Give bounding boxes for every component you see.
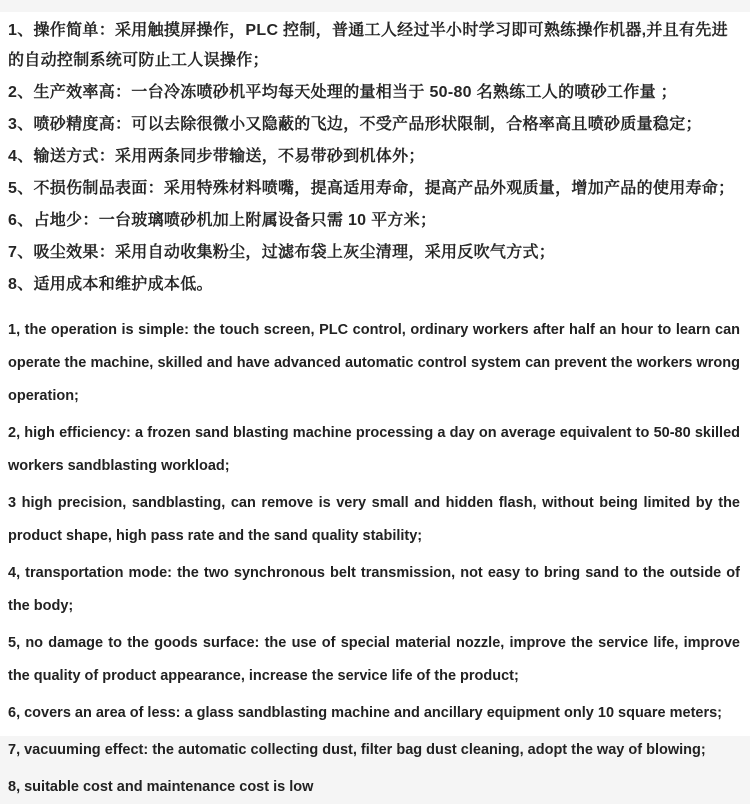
cn-feature-8: 8、适用成本和维护成本低。 <box>8 276 213 293</box>
content-area <box>0 12 750 795</box>
english-feature-list <box>8 314 740 804</box>
en-feature-5: 5, no damage to the goods surface: the use of special material nozzle, improve the service life, improve the quality of product appearance, increase the service life of the product; <box>8 635 740 684</box>
en-feature-3: 3 high precision, sandblasting, can remove is very small and hidden flash, without being limited by the product shape, high pass rate and the sand quality stability; <box>8 495 740 544</box>
cn-feature-5: 5、不损伤制品表面：采用特殊材料喷嘴，提高适用寿命，提高产品外观质量，增加产品的使用寿命； <box>8 180 735 197</box>
en-feature-4: 4, transportation mode: the two synchronous belt transmission, not easy to bring sand to the outside of the body; <box>8 565 740 614</box>
en-feature-7: 7, vacuuming effect: the automatic collecting dust, filter bag dust cleaning, adopt the way of blowing; <box>8 742 706 758</box>
cn-feature-4: 4、输送方式：采用两条同步带输送，不易带砂到机体外； <box>8 148 425 165</box>
en-feature-8: 8, suitable cost and maintenance cost is low <box>8 779 314 795</box>
cn-feature-2: 2、生产效率高：一台冷冻喷砂机平均每天处理的量相当于 50-80 名熟练工人的喷砂工作量 ； <box>8 84 677 101</box>
en-feature-2: 2, high efficiency: a frozen sand blasting machine processing a day on average equivalent to 50-80 skilled workers sandblasting workload; <box>8 425 740 474</box>
chinese-feature-list <box>8 16 740 300</box>
cn-feature-7: 7、吸尘效果：采用自动收集粉尘，过滤布袋上灰尘清理，采用反吹气方式； <box>8 244 556 261</box>
en-feature-1: 1, the operation is simple: the touch screen, PLC control, ordinary workers after half an hour to learn can operate the machine, skilled and have advanced automatic control system can prevent the workers wrong operation; <box>8 322 740 404</box>
cn-feature-1: 1、操作简单：采用触摸屏操作，PLC 控制，普通工人经过半小时学习即可熟练操作机器,并且有先进的自动控制系统可防止工人误操作； <box>8 22 728 69</box>
cn-feature-3: 3、喷砂精度高：可以去除很微小又隐蔽的飞边，不受产品形状限制，合格率高且喷砂质量稳定； <box>8 116 702 133</box>
en-feature-6: 6, covers an area of less: a glass sandblasting machine and ancillary equipment only 10 square meters; <box>8 705 722 721</box>
cn-feature-6: 6、占地少：一台玻璃喷砂机加上附属设备只需 10 平方米； <box>8 212 437 229</box>
